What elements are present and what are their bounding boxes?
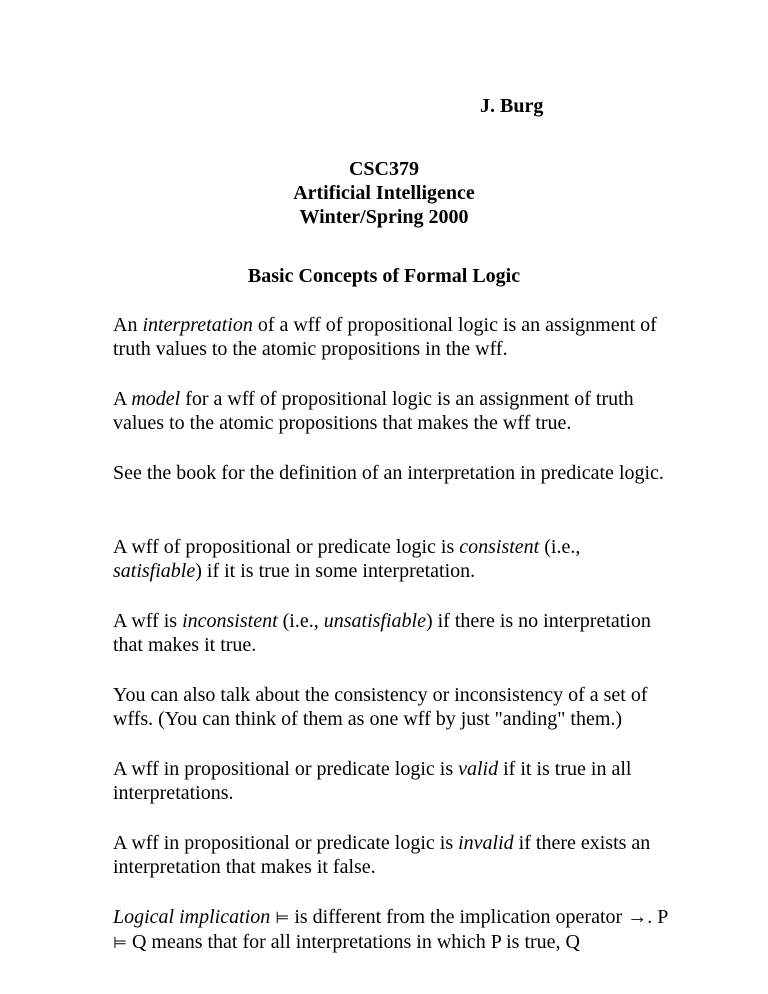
course-term: Winter/Spring 2000 [299,206,469,228]
paragraph-interpretation [113,313,673,361]
text-run: A [113,388,132,410]
paragraph-valid [113,757,673,805]
text-run: A wff in propositional or predicate logic is [113,832,459,854]
text-run: (i.e., [539,536,581,558]
text-run: . P [647,906,668,928]
text-run: of a wff of propositional logic is an assignment of truth values to the atomic propositions in the wff. [113,314,657,360]
paragraph-set-of-wffs [113,683,673,731]
paragraph-model [113,387,673,435]
paragraph-consistent [113,535,673,583]
term-consistent: consistent [459,536,540,558]
author-name: J. Burg [480,95,544,117]
text-run: An [113,314,143,336]
text-run: is different from the implication operator [294,906,628,928]
entails-symbol: ⊨ [113,933,127,952]
course-code: CSC379 [348,158,419,180]
text-run: A wff in propositional or predicate logic is [113,758,459,780]
text-run: ) if there is no interpretation that makes it true. [113,610,651,656]
term-valid: valid [458,758,499,780]
text-run: A wff of propositional or predicate logic is [113,536,460,558]
text-run: A wff is [113,610,183,632]
implication-arrow-symbol: → [627,906,648,928]
paragraph-inconsistent [113,609,673,657]
term-unsatisfiable: unsatisfiable [323,610,426,632]
paragraph-invalid [113,831,673,879]
text-run: (i.e., [277,610,324,632]
text-run: Q means that for all interpretations in which P is true, Q [126,931,580,953]
term-logical-implication: Logical implication [113,906,271,928]
text-run: for a wff of propositional logic is an assignment of truth values to the atomic propositions that makes the wff true. [113,388,634,434]
course-name: Artificial Intelligence [293,182,475,204]
course-header [0,157,768,229]
term-inconsistent: inconsistent [182,610,278,632]
term-interpretation: interpretation [142,314,253,336]
text-run: ) if it is true in some interpretation. [195,560,476,582]
term-model: model [131,388,181,410]
text-run: if there exists an interpretation that makes it false. [113,832,651,878]
paragraph-book-reference [113,461,673,485]
text-run: if it is true in all interpretations. [113,758,632,804]
text-run: See the book for the definition of an interpretation in predicate logic. [113,462,664,484]
term-invalid: invalid [458,832,514,854]
section-title: Basic Concepts of Formal Logic [247,265,521,287]
entails-symbol: ⊨ [270,908,295,927]
text-run: You can also talk about the consistency or inconsistency of a set of wffs. (You can think of them as one wff by just "anding" them.) [113,684,648,730]
paragraph-logical-implication [113,905,673,955]
term-satisfiable: satisfiable [113,560,196,582]
